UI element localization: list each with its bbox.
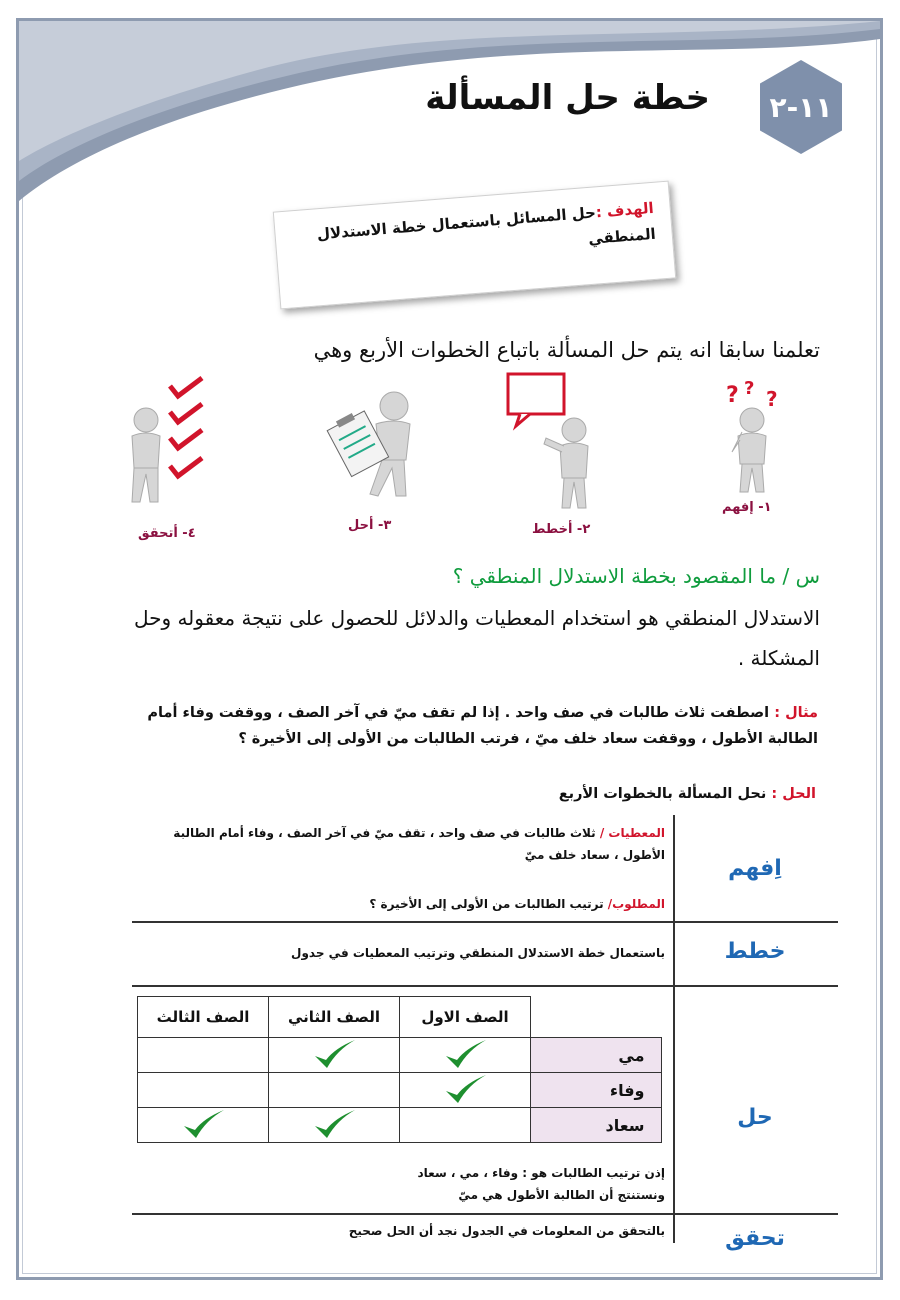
step-check-label: ٤- أتحقق xyxy=(138,526,196,541)
stage-understand: اِفهم xyxy=(728,856,782,881)
checkmark-icon xyxy=(309,1108,359,1142)
grid-row-name: وفاء xyxy=(531,1073,662,1108)
checkmark-icon xyxy=(440,1073,490,1107)
intro-text: تعلمنا سابقا انه يتم حل المسألة باتباع الخطوات الأربع وهي xyxy=(313,338,820,362)
grid-cell xyxy=(138,1108,269,1143)
grid-cell xyxy=(400,1038,531,1073)
example-label: مثال : xyxy=(774,705,818,721)
goal-label: الهدف : xyxy=(595,198,655,222)
solution-text: نحل المسألة بالخطوات الأربع xyxy=(558,786,767,802)
grid-cell xyxy=(269,1038,400,1073)
table-row-divider xyxy=(132,921,838,923)
required-text: ترتيب الطالبات من الأولى إلى الأخيرة ؟ xyxy=(369,897,604,911)
grid-row-name: سعاد xyxy=(531,1108,662,1143)
grid-cell xyxy=(138,1073,269,1108)
grid-column-header: الصف الثالث xyxy=(138,997,269,1038)
stage-check: تحقق xyxy=(725,1226,785,1251)
question-text: س / ما المقصود بخطة الاستدلال المنطقي ؟ xyxy=(452,564,820,588)
table-row-divider xyxy=(132,985,838,987)
clipboard-person-icon xyxy=(316,388,426,500)
example-paragraph xyxy=(100,700,818,752)
given-cell xyxy=(160,822,665,866)
lesson-title: خطة حل المسألة xyxy=(425,78,710,118)
solution-heading xyxy=(400,786,816,802)
conclusion-line-2: ونستنتج أن الطالبة الأطول هي ميّ xyxy=(458,1188,665,1202)
answer-text: الاستدلال المنطقي هو استخدام المعطيات والدلائل للحصول على نتيجة معقوله وحل المشكلة . xyxy=(133,606,820,670)
lesson-number: ١١-٢ xyxy=(769,90,833,124)
grid-cell xyxy=(400,1108,531,1143)
plan-text: باستعمال خطة الاستدلال المنطقي وترتيب المعطيات في جدول xyxy=(291,946,665,960)
goal-text: حل المسائل باستعمال خطة الاستدلال المنطقي xyxy=(316,203,657,249)
checkmark-icon xyxy=(178,1108,228,1142)
step-understand-label: ١- إفهم xyxy=(722,500,772,515)
grid-column-header: الصف الاول xyxy=(400,997,531,1038)
svg-text:?: ? xyxy=(726,383,739,408)
required-cell xyxy=(160,893,665,915)
check-text: بالتحقق من المعلومات في الجدول نجد أن الحل صحيح xyxy=(348,1224,665,1238)
grid-corner xyxy=(531,997,662,1038)
solution-label: الحل : xyxy=(771,786,816,802)
checkmark-icon xyxy=(440,1038,490,1072)
required-label: المطلوب/ xyxy=(607,897,665,911)
grid-cell xyxy=(269,1073,400,1108)
speech-bubble-person-icon xyxy=(500,372,610,512)
svg-text:?: ? xyxy=(744,380,755,399)
grid-row-name: مي xyxy=(531,1038,662,1073)
grid-cell xyxy=(269,1108,400,1143)
table-row-divider xyxy=(132,1213,838,1215)
thinking-person-icon xyxy=(706,380,796,498)
logic-grid xyxy=(137,996,662,1143)
grid-column-header: الصف الثاني xyxy=(269,997,400,1038)
checkmark-icon xyxy=(309,1038,359,1072)
given-text: ثلاث طالبات في صف واحد ، تقف ميّ في آخر الصف ، وفاء أمام الطالبة الأطول ، سعاد خلف ميّ xyxy=(173,826,665,862)
stage-plan: خطط xyxy=(724,939,786,964)
checkmarks-person-icon xyxy=(118,376,214,508)
example-text: اصطفت ثلاث طالبات في صف واحد . إذا لم تقف ميّ في آخر الصف ، ووقفت وفاء أمام الطالبة الأطول ، ووقفت سعاد خلف ميّ ، فرتب الطالبات من الأولى إلى الأخيرة ؟ xyxy=(147,705,818,747)
given-label: المعطيات / xyxy=(599,826,665,840)
step-solve-label: ٣- أحل xyxy=(348,518,392,533)
step-plan-label: ٢- أخطط xyxy=(532,522,591,537)
grid-cell xyxy=(138,1038,269,1073)
grid-cell xyxy=(400,1073,531,1108)
conclusion-line-1: إذن ترتيب الطالبات هو : وفاء ، مي ، سعاد xyxy=(417,1166,665,1180)
stage-solve: حل xyxy=(737,1105,773,1130)
table-column-divider xyxy=(673,815,675,1243)
svg-text:?: ? xyxy=(766,387,778,411)
